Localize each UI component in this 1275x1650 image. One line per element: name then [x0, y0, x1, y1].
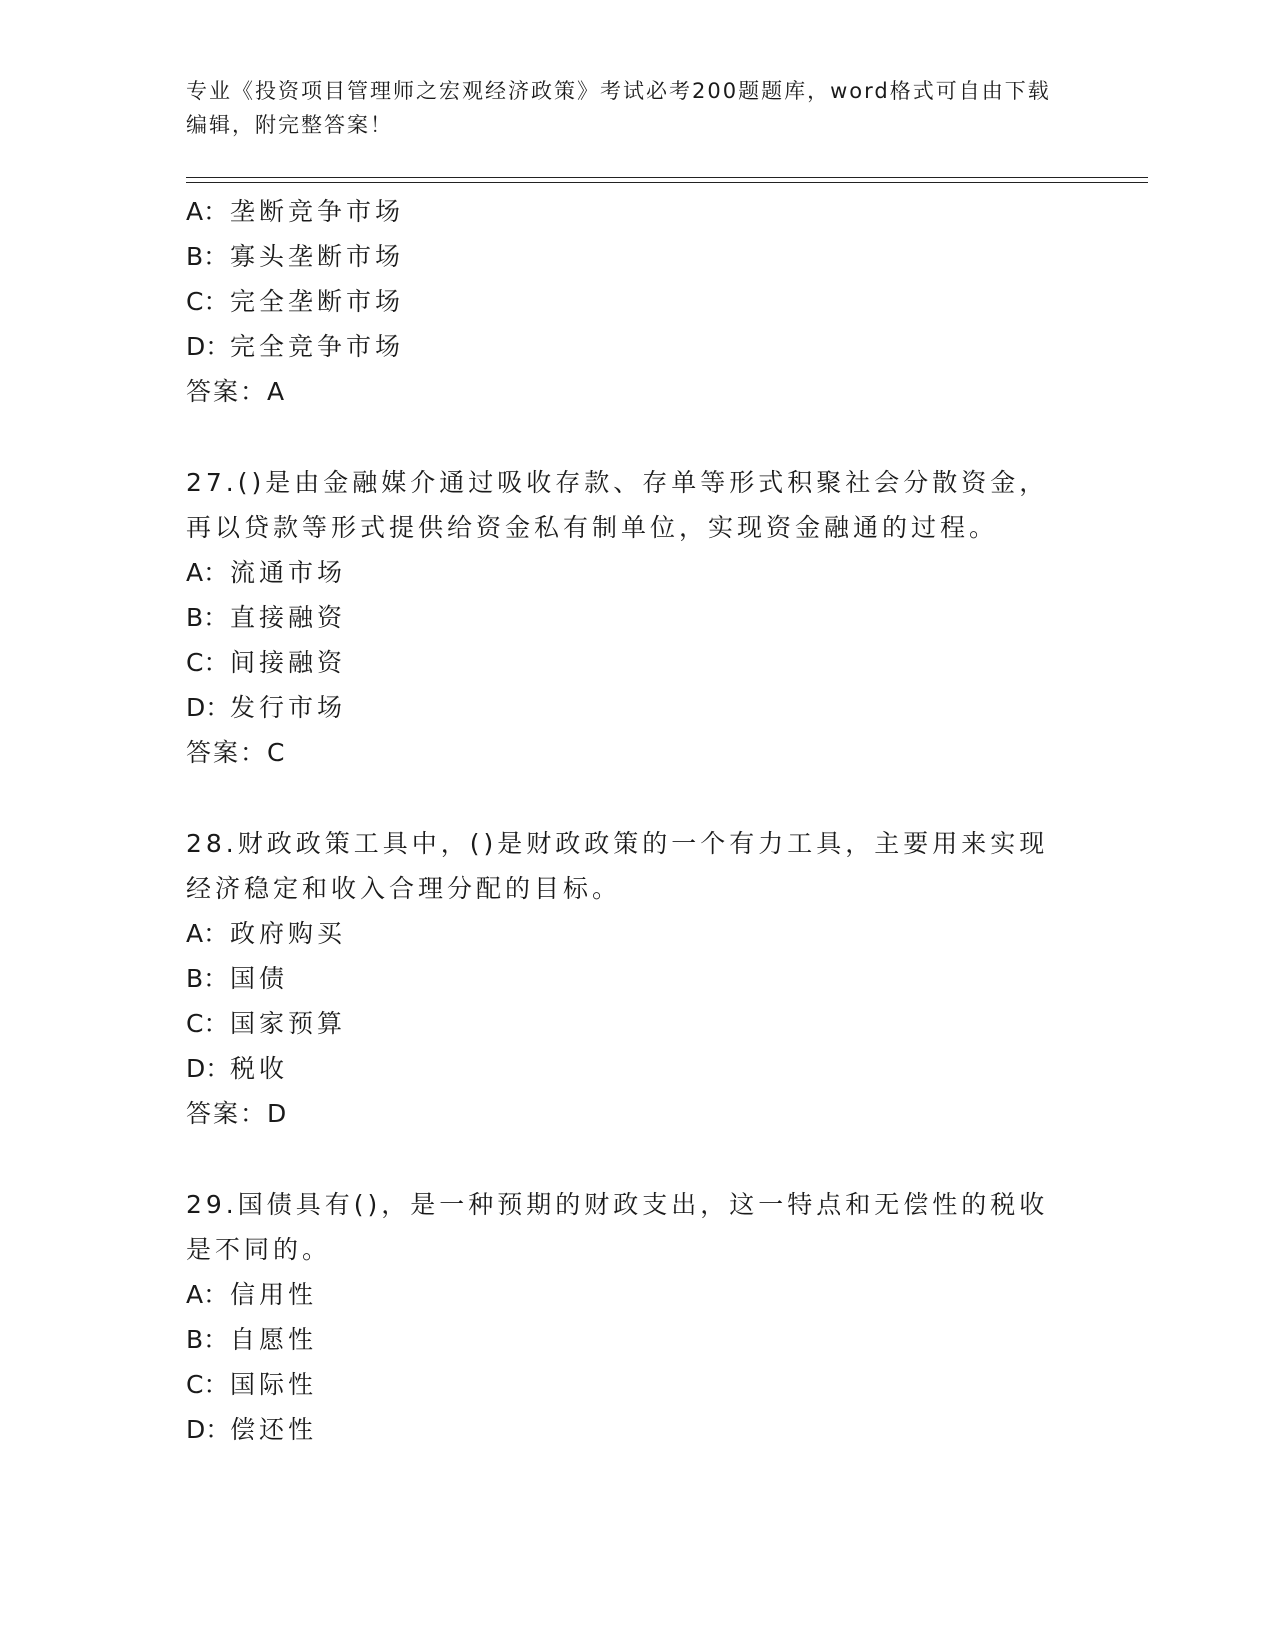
question-list — [186, 189, 1066, 1452]
option-a: A：垄断竞争市场 — [186, 197, 405, 226]
option-c: C：国家预算 — [186, 1009, 347, 1038]
question-28 — [186, 821, 1066, 1136]
option-d: D：发行市场 — [186, 693, 347, 722]
option-d: D：完全竞争市场 — [186, 332, 405, 361]
question-26-continued — [186, 189, 1066, 414]
option-a: A：信用性 — [186, 1280, 318, 1309]
document-header: 专业《投资项目管理师之宏观经济政策》考试必考200题题库，word格式可自由下载编辑，附完整答案！ — [186, 79, 1051, 137]
option-d: D：偿还性 — [186, 1415, 318, 1444]
question-27 — [186, 460, 1066, 775]
question-text: 27.()是由金融媒介通过吸收存款、存单等形式积聚社会分散资金，再以贷款等形式提供给资金私有制单位，实现资金融通的过程。 — [186, 468, 1049, 542]
question-29 — [186, 1182, 1066, 1452]
answer-line: 答案：D — [186, 1099, 289, 1128]
option-b: B：寡头垄断市场 — [186, 242, 405, 271]
option-c: C：间接融资 — [186, 648, 347, 677]
option-b: B：自愿性 — [186, 1325, 318, 1354]
option-a: A：流通市场 — [186, 558, 347, 587]
option-b: B：直接融资 — [186, 603, 347, 632]
question-text: 28.财政政策工具中，()是财政政策的一个有力工具，主要用来实现经济稳定和收入合理分配的目标。 — [186, 829, 1049, 903]
answer-line: 答案：A — [186, 377, 287, 406]
header-divider-bottom — [186, 182, 1148, 183]
header-divider-top — [186, 177, 1148, 178]
answer-line: 答案：C — [186, 738, 287, 767]
option-b: B：国债 — [186, 964, 289, 993]
option-c: C：国际性 — [186, 1370, 318, 1399]
option-a: A：政府购买 — [186, 919, 347, 948]
option-c: C：完全垄断市场 — [186, 287, 405, 316]
option-d: D：税收 — [186, 1054, 289, 1083]
question-text: 29.国债具有()，是一种预期的财政支出，这一特点和无偿性的税收是不同的。 — [186, 1190, 1049, 1264]
